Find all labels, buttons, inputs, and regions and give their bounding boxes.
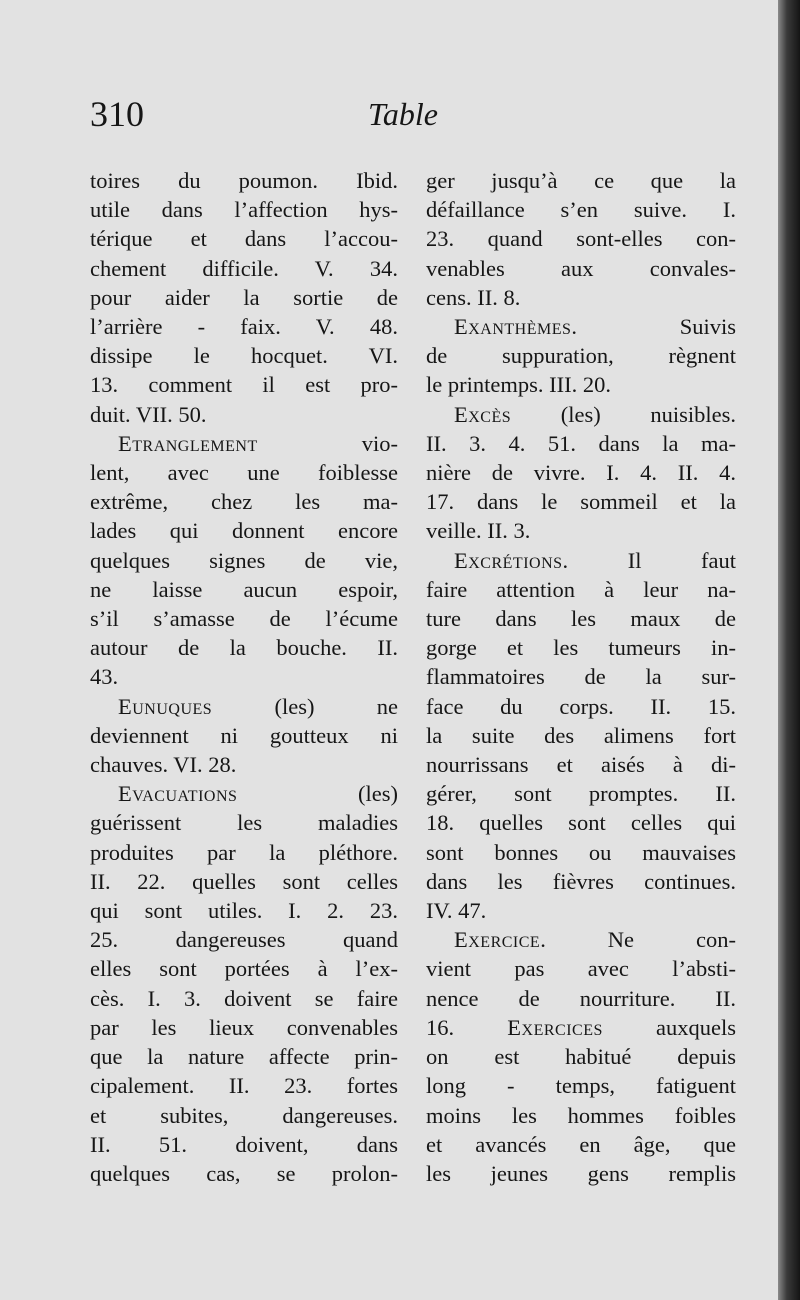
text-line — [426, 1130, 736, 1159]
line-text: ne laisse aucun espoir, — [90, 576, 398, 602]
text-line — [90, 692, 398, 721]
text-line — [426, 925, 736, 954]
line-text: 17. dans le sommeil et la — [426, 489, 736, 515]
text-line — [426, 312, 736, 341]
line-text: le printemps. III. 20. — [426, 372, 611, 398]
line-text: (les) ne — [212, 693, 398, 719]
text-line — [90, 575, 398, 604]
entry-heading: Eunuques — [118, 693, 213, 719]
line-text: venables aux convales- — [426, 255, 736, 281]
line-text: gorge et les tumeurs in- — [426, 635, 736, 661]
text-line — [426, 984, 736, 1013]
line-text: dans les fièvres continues. — [426, 868, 736, 894]
running-head: Table — [368, 96, 438, 132]
line-text: deviennent ni goutteux ni — [90, 722, 398, 748]
text-line — [90, 662, 398, 691]
text-line — [90, 458, 398, 487]
line-text: flammatoires de la sur- — [426, 664, 736, 690]
text-line — [426, 838, 736, 867]
entry-heading: Excès — [454, 401, 512, 427]
text-line — [426, 400, 736, 429]
text-line — [426, 750, 736, 779]
line-text: gérer, sont promptes. II. — [426, 781, 736, 807]
text-line — [90, 487, 398, 516]
line-text: par les lieux convenables — [90, 1014, 398, 1040]
text-line — [90, 954, 398, 983]
left-column — [90, 166, 398, 1188]
page-number: 310 — [90, 94, 144, 134]
entry-heading: Evacuations — [118, 781, 238, 807]
text-line — [90, 925, 398, 954]
line-text: extrême, chez les ma- — [90, 489, 398, 515]
entry-heading: Excrétions — [454, 547, 563, 573]
line-text: ture dans les maux de — [426, 606, 736, 632]
text-line — [90, 1130, 398, 1159]
line-text: nourrissans et aisés à di- — [426, 752, 736, 778]
text-line — [426, 516, 736, 545]
line-text: quelques cas, se prolon- — [90, 1160, 398, 1186]
line-text: térique et dans l’accou- — [90, 226, 398, 252]
line-text: qui sont utiles. I. 2. 23. — [90, 898, 398, 924]
page-edge — [778, 0, 800, 1300]
line-text: autour de la bouche. II. — [90, 635, 398, 661]
line-text: ger jusqu’à ce que la — [426, 168, 736, 193]
line-text: (les) — [237, 781, 398, 807]
text-line — [426, 341, 736, 370]
line-text: 13. comment il est pro- — [90, 372, 398, 398]
line-text: l’arrière - faix. V. 48. — [90, 314, 398, 340]
line-text: la suite des alimens fort — [426, 722, 736, 748]
text-line — [426, 604, 736, 633]
text-line — [426, 546, 736, 575]
text-line — [90, 1159, 398, 1188]
line-text: . Suivis — [571, 314, 736, 340]
text-line — [90, 516, 398, 545]
text-line — [426, 1101, 736, 1130]
text-line — [90, 1042, 398, 1071]
entry-heading: Exercice — [454, 927, 541, 953]
text-line — [426, 867, 736, 896]
line-text: les jeunes gens remplis — [426, 1160, 736, 1186]
line-text: quelques signes de vie, — [90, 547, 398, 573]
text-line — [90, 283, 398, 312]
line-text: faire attention à leur na- — [426, 576, 736, 602]
line-text: nence de nourriture. II. — [426, 985, 736, 1011]
text-line — [90, 867, 398, 896]
line-text: produites par la pléthore. — [90, 839, 398, 865]
text-line — [426, 254, 736, 283]
text-line — [90, 400, 398, 429]
line-text: long - temps, fatiguent — [426, 1073, 736, 1099]
entry-prefix: 16. — [426, 1014, 508, 1040]
line-text: duit. VII. 50. — [90, 401, 207, 427]
line-text: veille. II. 3. — [426, 518, 531, 544]
line-text: 18. quelles sont celles qui — [426, 810, 736, 836]
line-text: dissipe le hocquet. VI. — [90, 343, 398, 369]
text-line — [90, 838, 398, 867]
right-column — [426, 166, 736, 1188]
line-text: sont bonnes ou mauvaises — [426, 839, 736, 865]
line-text: défaillance s’en suive. I. — [426, 197, 736, 223]
text-line — [90, 546, 398, 575]
text-line — [90, 166, 398, 195]
line-text: II. 3. 4. 51. dans la ma- — [426, 430, 736, 456]
line-text: auxquels — [602, 1014, 737, 1040]
line-text: IV. 47. — [426, 898, 487, 924]
entry-heading: Exercices — [507, 1014, 603, 1040]
line-text: pour aider la sortie de — [90, 284, 398, 310]
text-line — [426, 195, 736, 224]
line-text: elles sont portées à l’ex- — [90, 956, 398, 982]
line-text: que la nature affecte prin- — [90, 1044, 398, 1070]
line-text: vient pas avec l’absti- — [426, 956, 736, 982]
line-text: toires du poumon. Ibid. — [90, 168, 398, 193]
text-line — [90, 195, 398, 224]
text-line — [90, 633, 398, 662]
text-line — [426, 1013, 736, 1042]
line-text: et subites, dangereuses. — [90, 1102, 398, 1128]
entry-heading: Exanthèmes — [454, 314, 572, 340]
text-line — [90, 604, 398, 633]
line-text: (les) nuisibles. — [511, 401, 736, 427]
text-line — [426, 721, 736, 750]
line-text: II. 22. quelles sont celles — [90, 868, 398, 894]
text-line — [90, 779, 398, 808]
text-line — [90, 896, 398, 925]
line-text: cens. II. 8. — [426, 284, 521, 310]
text-line — [90, 721, 398, 750]
line-text: on est habitué depuis — [426, 1044, 736, 1070]
text-line — [426, 633, 736, 662]
line-text: et avancés en âge, que — [426, 1131, 736, 1157]
line-text: II. 51. doivent, dans — [90, 1131, 398, 1157]
text-line — [90, 1071, 398, 1100]
text-line — [426, 896, 736, 925]
line-text: moins les hommes foibles — [426, 1102, 736, 1128]
line-text: 23. quand sont-elles con- — [426, 226, 736, 252]
line-text: lent, avec une foiblesse — [90, 460, 398, 486]
text-line — [90, 254, 398, 283]
text-line — [426, 458, 736, 487]
line-text: cipalement. II. 23. fortes — [90, 1073, 398, 1099]
text-line — [426, 1159, 736, 1188]
line-text: vio- — [257, 430, 398, 456]
line-text: utile dans l’affection hys- — [90, 197, 398, 223]
text-line — [90, 429, 398, 458]
text-line — [90, 370, 398, 399]
line-text: nière de vivre. I. 4. II. 4. — [426, 460, 736, 486]
text-line — [426, 1071, 736, 1100]
line-text: chement difficile. V. 34. — [90, 255, 398, 281]
line-text: lades qui donnent encore — [90, 518, 398, 544]
line-text: de suppuration, règnent — [426, 343, 736, 369]
text-line — [426, 954, 736, 983]
text-line — [90, 224, 398, 253]
line-text: . Il faut — [562, 547, 736, 573]
text-line — [426, 283, 736, 312]
text-line — [426, 779, 736, 808]
line-text: cès. I. 3. doivent se faire — [90, 985, 398, 1011]
text-line — [426, 575, 736, 604]
text-line — [90, 312, 398, 341]
text-line — [426, 166, 736, 195]
text-line — [426, 429, 736, 458]
text-line — [426, 224, 736, 253]
entry-heading: Etranglement — [118, 430, 258, 456]
text-line — [90, 984, 398, 1013]
text-line — [426, 370, 736, 399]
text-line — [90, 1013, 398, 1042]
text-line — [426, 1042, 736, 1071]
text-line — [90, 808, 398, 837]
text-line — [90, 750, 398, 779]
line-text: face du corps. II. 15. — [426, 693, 736, 719]
line-text: chauves. VI. 28. — [90, 752, 237, 778]
text-line — [426, 487, 736, 516]
text-line — [90, 341, 398, 370]
text-line — [426, 662, 736, 691]
line-text: . Ne con- — [540, 927, 736, 953]
text-line — [90, 1101, 398, 1130]
line-text: 43. — [90, 664, 119, 690]
text-line — [426, 808, 736, 837]
line-text: 25. dangereuses quand — [90, 927, 398, 953]
line-text: guérissent les maladies — [90, 810, 398, 836]
text-line — [426, 692, 736, 721]
line-text: s’il s’amasse de l’écume — [90, 606, 398, 632]
